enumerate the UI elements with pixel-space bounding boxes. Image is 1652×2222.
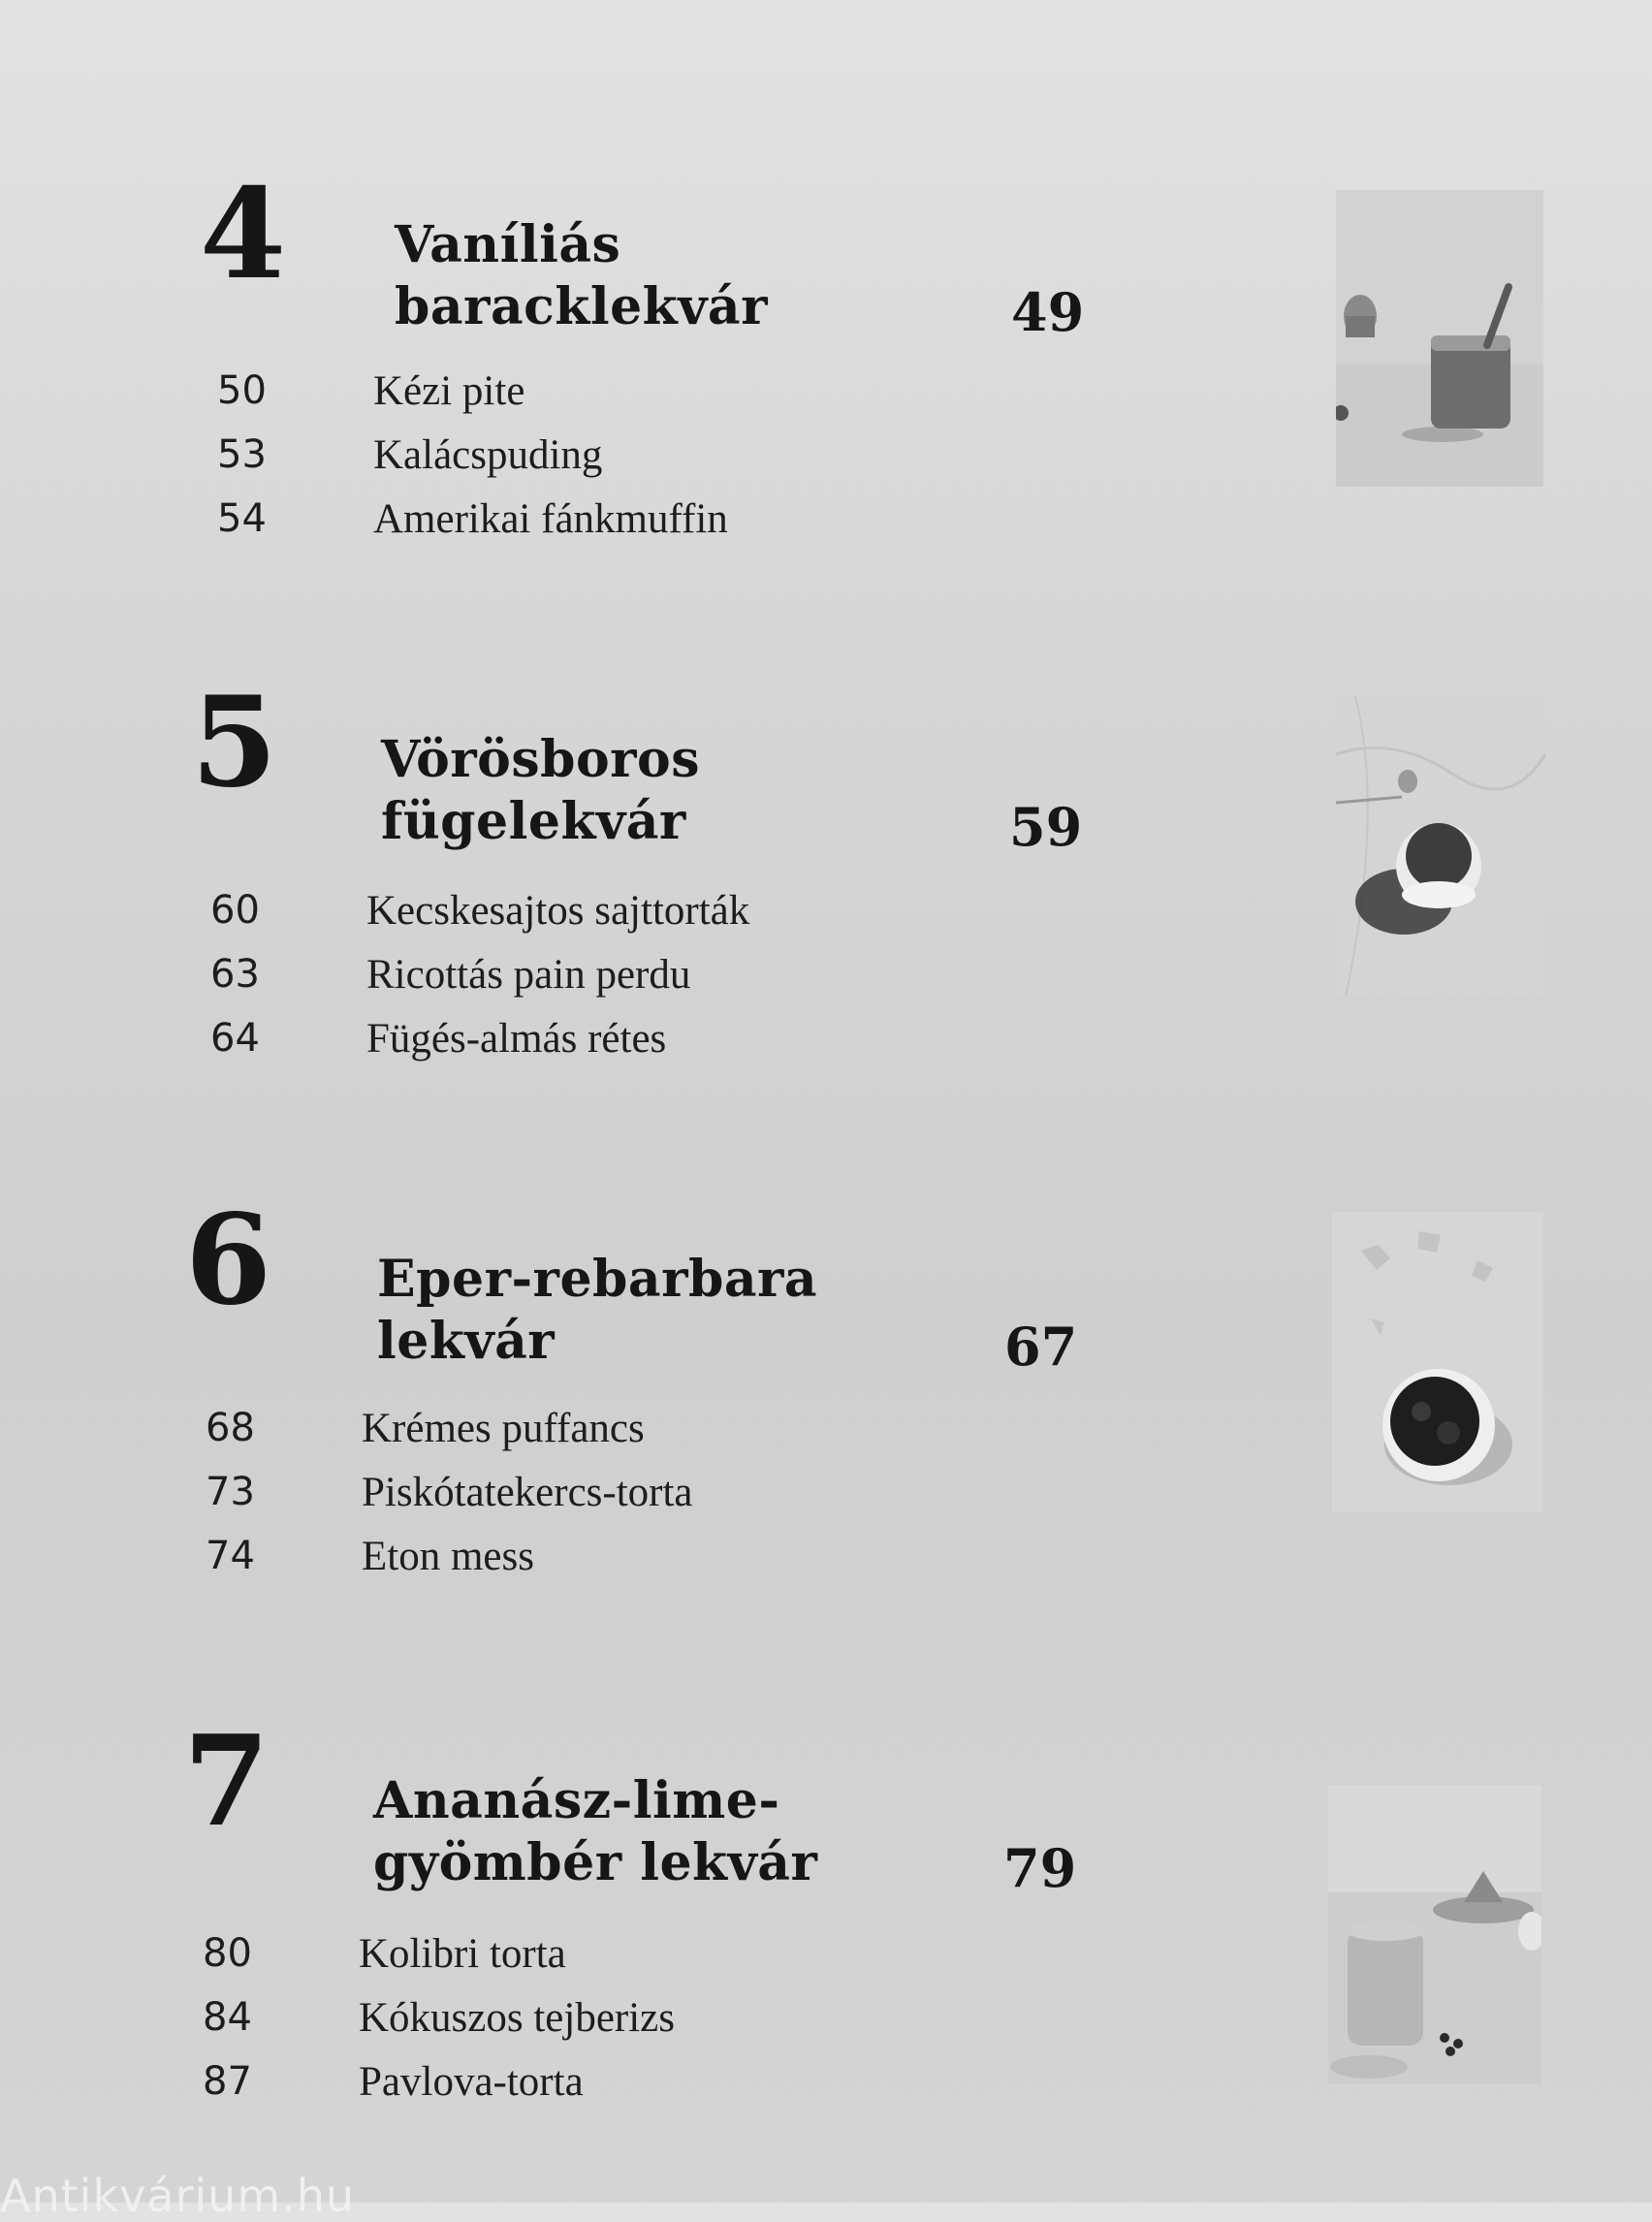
recipe-page-number: 53 <box>217 432 267 477</box>
recipe-page-number: 87 <box>203 2059 252 2104</box>
recipe-item[interactable] <box>189 1985 675 2049</box>
chapter-title-line2: fügelekvár <box>381 792 686 851</box>
small-bowl-photo <box>1336 696 1545 997</box>
recipe-page-number: 80 <box>203 1931 252 1976</box>
recipe-name: Kézi pite <box>373 367 525 414</box>
recipe-name: Krémes puffancs <box>362 1405 645 1451</box>
recipe-name: Amerikai fánkmuffin <box>373 495 728 542</box>
chapter-page-number: 79 <box>1003 1837 1077 1899</box>
recipe-page-number: 73 <box>206 1470 255 1514</box>
chapter-title-line2: gyömbér lekvár <box>373 1833 818 1892</box>
recipe-name: Kecskesajtos sajttorták <box>366 887 750 934</box>
recipe-page-number: 74 <box>206 1534 255 1578</box>
recipe-page-number: 60 <box>210 888 260 933</box>
chapter-title-line1: Vaníliás <box>395 215 621 274</box>
recipe-name: Pavlova-torta <box>359 2058 584 2105</box>
recipe-item[interactable] <box>189 1921 675 1985</box>
recipe-name: Kolibri torta <box>359 1930 566 1977</box>
recipe-item[interactable] <box>189 2049 675 2113</box>
recipe-page-number: 50 <box>217 368 267 413</box>
recipe-item[interactable] <box>197 942 749 1006</box>
chapter-number: 7 <box>183 1709 270 1855</box>
recipe-name: Ricottás pain perdu <box>366 951 691 998</box>
bowl-top-view-photo <box>1332 1212 1543 1512</box>
chapter-number: 4 <box>200 162 287 307</box>
recipe-item[interactable] <box>197 878 749 942</box>
recipe-page-number: 54 <box>217 496 267 541</box>
recipe-name: Kókuszos tejberizs <box>359 1994 676 2041</box>
recipe-item[interactable] <box>192 1460 693 1524</box>
recipe-name: Piskótatekercs-torta <box>362 1469 693 1515</box>
recipe-page-number: 68 <box>206 1406 255 1450</box>
chapter-page-number: 59 <box>1009 796 1083 858</box>
chapter-title[interactable] <box>377 1249 920 1373</box>
chapter-title-line2: baracklekvár <box>395 277 769 336</box>
recipe-list <box>197 878 749 1070</box>
recipe-page-number: 63 <box>210 952 260 997</box>
chapter-number: 6 <box>185 1188 272 1333</box>
recipe-list <box>192 1396 693 1588</box>
chapter-title[interactable] <box>381 729 924 853</box>
recipe-item[interactable] <box>192 1396 693 1460</box>
recipe-list <box>189 1921 675 2113</box>
chapter-title-line1: Vörösboros <box>381 730 701 789</box>
watermark-text: Antikvárium.hu <box>0 2170 356 2222</box>
recipe-name: Kalácspuding <box>373 431 603 478</box>
chapter-title[interactable] <box>373 1770 916 1894</box>
recipe-page-number: 84 <box>203 1995 252 2040</box>
chapter-page-number: 49 <box>1011 281 1085 343</box>
recipe-page-number: 64 <box>210 1016 260 1061</box>
recipe-name: Eton mess <box>362 1533 534 1579</box>
chapter-page-number: 67 <box>1004 1316 1078 1378</box>
recipe-name: Fügés-almás rétes <box>366 1015 667 1062</box>
jar-and-juicer-photo <box>1328 1786 1541 2084</box>
chapter-title-line2: lekvár <box>377 1312 556 1371</box>
recipe-item[interactable] <box>197 1006 749 1070</box>
chapter-title-line1: Eper-rebarbara <box>377 1250 818 1309</box>
chapter-title-line1: Ananász-lime- <box>373 1771 780 1830</box>
chapter-number: 5 <box>191 670 278 815</box>
recipe-item[interactable] <box>192 1524 693 1588</box>
